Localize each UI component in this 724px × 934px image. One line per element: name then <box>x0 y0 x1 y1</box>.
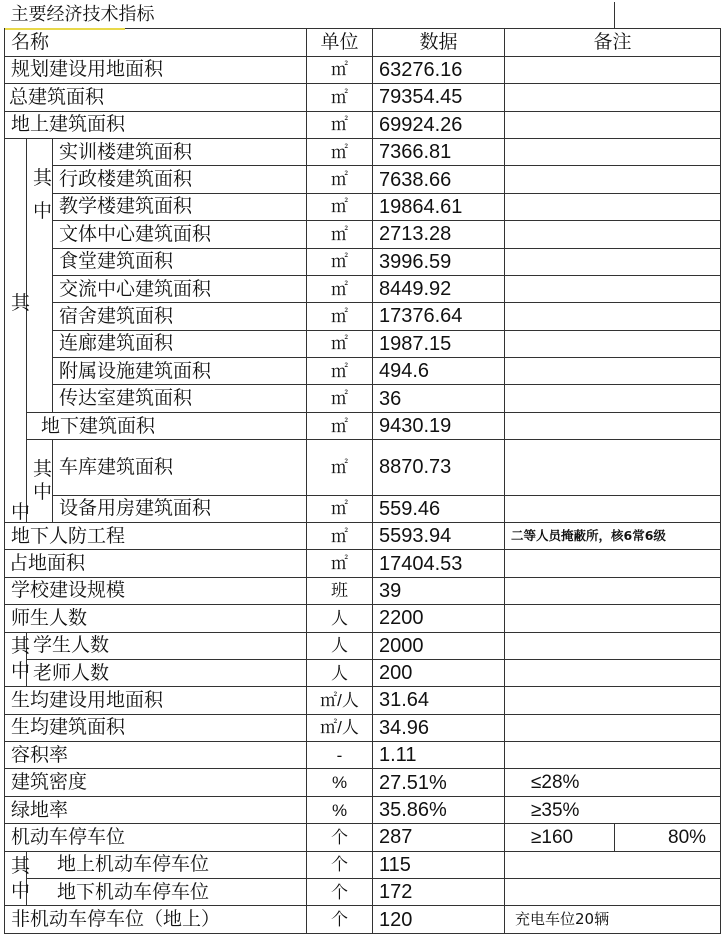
row-note <box>505 193 721 220</box>
group-char-qi: 其 <box>33 458 53 481</box>
row-label: 总建筑面积 <box>5 84 307 111</box>
table-row <box>5 714 721 741</box>
row-value: 9430.19 <box>373 412 505 439</box>
row-note <box>505 330 721 357</box>
row-note <box>505 111 721 138</box>
row-unit: ㎡ <box>307 193 373 220</box>
row-value: 39 <box>373 577 505 604</box>
row-unit: ㎡/人 <box>307 687 373 714</box>
row-value: 120 <box>373 906 505 933</box>
group-char-zhong: 中 <box>11 500 31 523</box>
row-unit: 个 <box>307 824 373 851</box>
title-blank-cell <box>615 2 721 29</box>
row-label: 师生人数 <box>5 605 307 632</box>
row-note <box>505 303 721 330</box>
row-unit: ㎡ <box>307 138 373 165</box>
row-note <box>505 605 721 632</box>
row-unit: ㎡ <box>307 522 373 549</box>
row-value: 3996.59 <box>373 248 505 275</box>
row-label: 机动车停车位 <box>5 824 307 851</box>
row-label: 生均建设用地面积 <box>5 687 307 714</box>
group-char-zhong: 中 <box>11 660 31 683</box>
table-row <box>5 303 721 330</box>
row-label: 车库建筑面积 <box>53 440 307 495</box>
table-row <box>5 742 721 769</box>
group-char-qi: 其 <box>11 854 31 877</box>
group-char-qi: 其 <box>11 291 31 314</box>
table-row <box>5 769 721 796</box>
table-row <box>5 659 721 686</box>
row-label: 绿地率 <box>5 796 307 823</box>
row-unit: % <box>307 769 373 796</box>
table-row <box>5 906 721 933</box>
group-label-outer <box>5 138 31 523</box>
table-row <box>5 879 721 906</box>
header-unit: 单位 <box>307 29 373 56</box>
row-value: 63276.16 <box>373 56 505 83</box>
row-note <box>505 550 721 577</box>
group-label-outer <box>5 632 31 687</box>
economic-indicators-table <box>4 2 721 934</box>
table-row <box>5 193 721 220</box>
row-note <box>505 412 721 439</box>
table-row <box>5 56 721 83</box>
row-note <box>505 221 721 248</box>
table-title <box>5 2 615 29</box>
row-value: 1987.15 <box>373 330 505 357</box>
row-note <box>505 714 721 741</box>
row-note <box>505 742 721 769</box>
row-value: 172 <box>373 879 505 906</box>
row-note <box>505 577 721 604</box>
group-label-outer <box>5 851 31 906</box>
row-unit: 个 <box>307 851 373 878</box>
table-row <box>5 166 721 193</box>
table-row <box>5 851 721 878</box>
row-unit: ㎡ <box>307 111 373 138</box>
row-unit: ㎡ <box>307 303 373 330</box>
row-note <box>505 138 721 165</box>
row-value: 17376.64 <box>373 303 505 330</box>
row-note <box>505 56 721 83</box>
row-value: 200 <box>373 659 505 686</box>
row-value: 19864.61 <box>373 193 505 220</box>
table-row <box>5 687 721 714</box>
row-note <box>505 495 721 522</box>
row-unit: ㎡ <box>307 412 373 439</box>
row-label: 连廊建筑面积 <box>53 330 307 357</box>
row-unit: - <box>307 742 373 769</box>
row-value: 1.11 <box>373 742 505 769</box>
row-note <box>505 632 721 659</box>
row-note <box>505 879 721 906</box>
table-row <box>5 248 721 275</box>
group-char-zhong: 中 <box>11 879 31 902</box>
row-unit: ㎡ <box>307 221 373 248</box>
row-unit: ㎡ <box>307 385 373 412</box>
row-value: 559.46 <box>373 495 505 522</box>
table-row <box>5 385 721 412</box>
row-label: 学生人数 <box>27 632 307 659</box>
row-unit: 个 <box>307 879 373 906</box>
row-label: 地下机动车停车位 <box>27 879 307 906</box>
row-note: 充电车位20辆 <box>505 906 721 933</box>
row-value: 69924.26 <box>373 111 505 138</box>
table-row <box>5 522 721 549</box>
row-unit: 人 <box>307 632 373 659</box>
row-note <box>505 166 721 193</box>
row-label: 建筑密度 <box>5 769 307 796</box>
row-value: 8449.92 <box>373 275 505 302</box>
row-label: 占地面积 <box>5 550 307 577</box>
title-underline <box>5 28 125 30</box>
row-value: 7638.66 <box>373 166 505 193</box>
row-value: 35.86% <box>373 796 505 823</box>
table-row <box>5 577 721 604</box>
row-value: 494.6 <box>373 358 505 385</box>
row-label: 地上建筑面积 <box>5 111 307 138</box>
row-label: 文体中心建筑面积 <box>53 221 307 248</box>
row-note: ≥35% <box>505 796 721 823</box>
row-note <box>505 275 721 302</box>
header-row <box>5 29 721 56</box>
header-note: 备注 <box>505 29 721 56</box>
group-label-inner <box>27 138 53 412</box>
row-note <box>505 248 721 275</box>
row-unit: ㎡ <box>307 358 373 385</box>
row-label: 食堂建筑面积 <box>53 248 307 275</box>
table-row <box>5 440 721 495</box>
row-label: 生均建筑面积 <box>5 714 307 741</box>
row-unit: ㎡ <box>307 550 373 577</box>
row-note: 二等人员掩蔽所，核6常6级 <box>505 522 721 549</box>
row-value: 5593.94 <box>373 522 505 549</box>
row-value: 2000 <box>373 632 505 659</box>
table-row <box>5 111 721 138</box>
table-row <box>5 495 721 522</box>
row-note <box>505 440 721 495</box>
row-unit: ㎡ <box>307 440 373 495</box>
row-note: ≤28% <box>505 769 721 796</box>
row-note <box>505 385 721 412</box>
row-value: 287 <box>373 824 505 851</box>
row-unit: ㎡ <box>307 495 373 522</box>
row-unit: ㎡ <box>307 166 373 193</box>
table-row <box>5 605 721 632</box>
row-label: 容积率 <box>5 742 307 769</box>
row-value: 17404.53 <box>373 550 505 577</box>
row-unit: ㎡ <box>307 84 373 111</box>
row-label: 地下人防工程 <box>5 522 307 549</box>
table-row <box>5 275 721 302</box>
row-label: 教学楼建筑面积 <box>53 193 307 220</box>
row-label: 学校建设规模 <box>5 577 307 604</box>
table-row <box>5 632 721 659</box>
title-row <box>5 2 721 29</box>
row-value: 2200 <box>373 605 505 632</box>
group-char-zhong: 中 <box>33 199 53 222</box>
group-char-qi: 其 <box>11 635 31 658</box>
table-row <box>5 330 721 357</box>
row-label: 传达室建筑面积 <box>53 385 307 412</box>
row-value: 8870.73 <box>373 440 505 495</box>
row-value: 2713.28 <box>373 221 505 248</box>
group-label-inner <box>27 440 53 523</box>
row-note <box>505 659 721 686</box>
row-unit: 个 <box>307 906 373 933</box>
row-label: 规划建设用地面积 <box>5 56 307 83</box>
row-value: 115 <box>373 851 505 878</box>
row-label: 附属设施建筑面积 <box>53 358 307 385</box>
table-row <box>5 412 721 439</box>
table-row <box>5 358 721 385</box>
row-label: 实训楼建筑面积 <box>53 138 307 165</box>
row-label: 交流中心建筑面积 <box>53 275 307 302</box>
row-label: 设备用房建筑面积 <box>53 495 307 522</box>
row-unit: ㎡/人 <box>307 714 373 741</box>
row-unit: 人 <box>307 605 373 632</box>
row-value: 27.51% <box>373 769 505 796</box>
row-label: 非机动车停车位（地上） <box>5 906 307 933</box>
table-row <box>5 84 721 111</box>
row-unit: ㎡ <box>307 330 373 357</box>
table-row <box>5 824 721 851</box>
row-unit: ㎡ <box>307 248 373 275</box>
row-note <box>505 851 721 878</box>
row-note <box>505 358 721 385</box>
table-row <box>5 138 721 165</box>
row-note <box>505 84 721 111</box>
row-label: 宿舍建筑面积 <box>53 303 307 330</box>
row-unit: % <box>307 796 373 823</box>
table-row <box>5 221 721 248</box>
row-label: 老师人数 <box>27 659 307 686</box>
group-char-zhong: 中 <box>33 481 53 504</box>
group-char-qi: 其 <box>33 166 53 189</box>
row-note <box>505 687 721 714</box>
row-note: ≥160 <box>505 824 615 851</box>
row-unit: ㎡ <box>307 275 373 302</box>
row-value: 31.64 <box>373 687 505 714</box>
row-unit: 人 <box>307 659 373 686</box>
row-label: 行政楼建筑面积 <box>53 166 307 193</box>
table-row <box>5 550 721 577</box>
row-unit: ㎡ <box>307 56 373 83</box>
header-data: 数据 <box>373 29 505 56</box>
table-row <box>5 796 721 823</box>
table-title-text: 主要经济技术指标 <box>10 4 155 26</box>
row-unit: 班 <box>307 577 373 604</box>
row-value: 7366.81 <box>373 138 505 165</box>
row-value: 36 <box>373 385 505 412</box>
row-label: 地下建筑面积 <box>27 412 307 439</box>
row-value: 79354.45 <box>373 84 505 111</box>
row-value: 34.96 <box>373 714 505 741</box>
header-name: 名称 <box>5 29 307 56</box>
row-label: 地上机动车停车位 <box>27 851 307 878</box>
row-note-ratio: 80% <box>615 824 721 851</box>
